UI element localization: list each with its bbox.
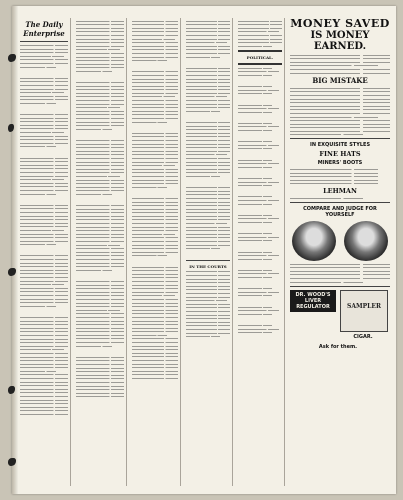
ask-for-them: Ask for them. xyxy=(318,343,358,350)
dr-wood-title: DR. WOOD'S xyxy=(295,291,331,298)
column-1 xyxy=(18,18,71,486)
money-earned-heading: IS MONEY EARNED. xyxy=(310,30,370,52)
in-the-courts-heading: IN THE COURTS xyxy=(189,263,227,269)
bottom-ads xyxy=(288,290,392,354)
sampler-text: SAMPLER xyxy=(347,302,381,310)
column-3 xyxy=(130,18,181,486)
ad-column xyxy=(288,18,392,486)
product-illustration xyxy=(288,221,392,261)
column-5 xyxy=(236,18,285,486)
fine-hats: FINE HATS xyxy=(319,150,361,159)
cigar-text: CIGAR. xyxy=(353,333,373,340)
newspaper-page xyxy=(12,6,396,494)
column-4 xyxy=(184,18,233,486)
dr-wood-ad xyxy=(290,290,336,312)
column-2 xyxy=(74,18,127,486)
compare-judge: COMPARE AND JUDGE FOR YOURSELF xyxy=(303,205,377,218)
sampler-ad xyxy=(340,290,388,332)
miners-boots: MINERS' BOOTS xyxy=(317,160,363,167)
exquisite-styles: IN EXQUISITE STYLES xyxy=(309,142,371,149)
liver-regulator: LIVER REGULATOR xyxy=(296,297,330,310)
divider xyxy=(20,41,68,42)
masthead: The Daily Enterprise xyxy=(23,20,65,38)
lehman-name: LEHMAN xyxy=(323,187,357,196)
money-saved-heading: MONEY SAVED xyxy=(290,18,390,30)
political-heading: POLITICAL. xyxy=(246,54,274,60)
big-mistake-heading: BIG MISTAKE xyxy=(312,76,368,86)
